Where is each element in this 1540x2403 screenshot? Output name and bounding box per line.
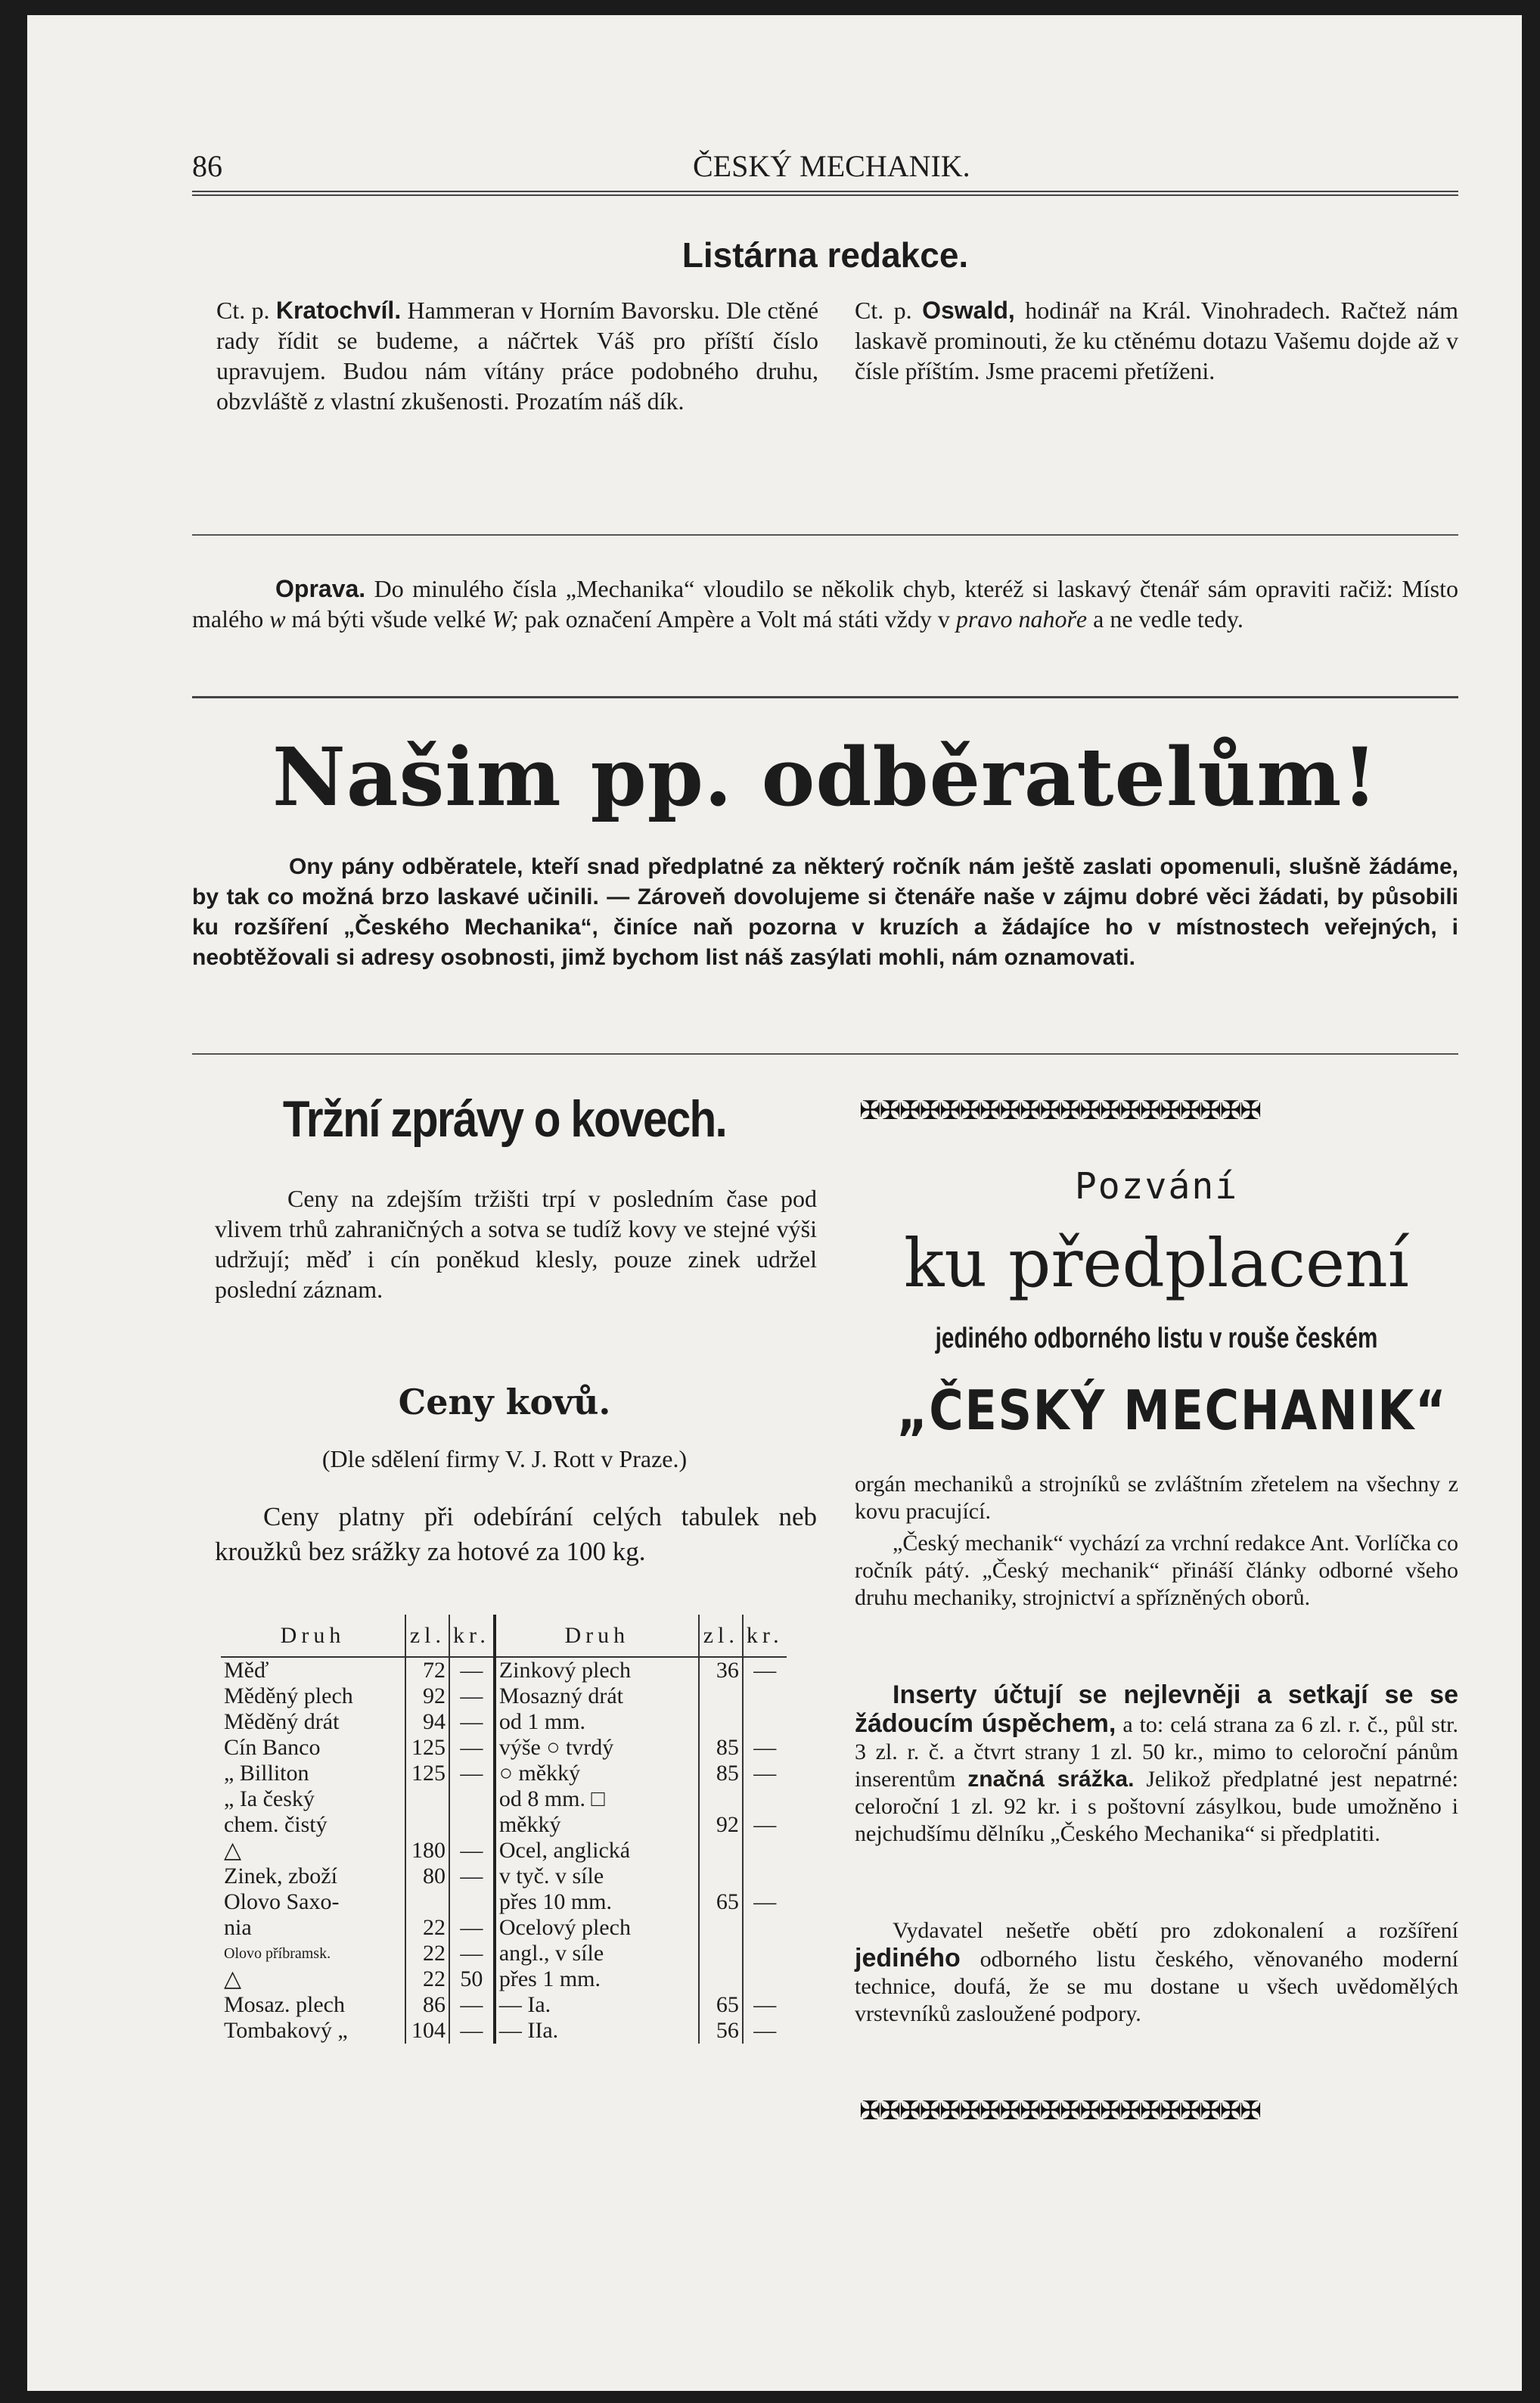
invitation-line1: Pozvání <box>1074 1165 1239 1208</box>
table-row <box>221 1838 787 1864</box>
cell-kr-1: — <box>449 1709 495 1735</box>
cell-kr-2 <box>743 1786 787 1812</box>
cell-kr-1: — <box>449 1838 495 1864</box>
market-text: Ceny na zdejším tržišti trpí v posledním čase pod vlivem trhů zahraničných a sotva se tudíž kovy ve stejné výši udržují; měď i cín poněkud klesly, pouze zinek udržel poslední záznam. <box>215 1185 817 1303</box>
cell-kr-2: — <box>743 1761 787 1786</box>
cell-zl-1 <box>405 1812 449 1838</box>
cell-zl-1 <box>405 1889 449 1915</box>
col-kr-1: kr. <box>449 1615 495 1657</box>
cell-druh-1: Měď <box>224 1658 269 1683</box>
cell-kr-2 <box>743 1941 787 1966</box>
cell-zl-2 <box>699 1683 743 1709</box>
invitation-p4-a: Vydavatel nešetře obětí pro zdokonalení a rozšíření <box>893 1918 1458 1943</box>
subscribers-text: Ony pány odběratele, kteří snad předplatné za některý ročník nám ještě zaslati opomenuli, slušně žádáme, by tak co možná brzo laskavé učinili. — Zároveň dovolujeme si čtenáře naše v zájmu dobré věci žádati, by působili ku rozšíření „Českého Mechanika“, činíce naň pozorna v kruzích a žádajíce ho v místnostech veřejných, i neobtěžovali si adresy osobnosti, jimž bychom list náš zasýlati mohli, nám oznamovati. <box>192 854 1458 970</box>
cell-zl-1: 80 <box>405 1864 449 1889</box>
cell-zl-2 <box>699 1915 743 1941</box>
cell-druh-1: Zinek, zboží <box>224 1864 337 1889</box>
invitation-p4-b: odborného listu českého, věnovaného moderní technice, doufá, že se mu dostane u všech uvědomělých vrstevníků zasloužené podpory. <box>855 1947 1459 2026</box>
cell-zl-1: 22 <box>405 1966 449 1992</box>
table-row <box>221 1683 787 1709</box>
invitation-p4-bold: jediného <box>855 1944 961 1972</box>
invitation-p3-end: Jelikož předplatné jest nepatrné: celoroční 1 zl. 92 kr. i s poštovní zásylkou, bude umožněno i nejchudšímu dělníku „Českého Mechanika“ si předplatiti. <box>855 1767 1458 1846</box>
table-row <box>221 1709 787 1735</box>
cell-druh-1: Tombakový „ <box>224 2018 348 2043</box>
price-table-wrap <box>221 1615 818 2044</box>
cell-druh-2: — IIa. <box>495 2018 699 2044</box>
cell-druh-2: měkký <box>495 1812 699 1838</box>
cell-kr-2: — <box>743 1992 787 2018</box>
cell-zl-1: 180 <box>405 1838 449 1864</box>
divider-1 <box>192 534 1458 536</box>
right-note-text: hodinář na Král. Vinohradech. Račtež nám laskavě prominouti, že ku ctěnému dotazu Vašemu dojde až v čísle příštím. Jsme pracemi přetíženi. <box>855 297 1459 384</box>
cell-druh-1: Měděný plech <box>224 1683 353 1708</box>
left-name-prefix: Ct. p. <box>216 297 270 324</box>
col-zl-2: zl. <box>699 1615 743 1657</box>
oprava-text-4: a ne vedle tedy. <box>1093 605 1243 633</box>
table-row <box>221 1889 787 1915</box>
cell-zl-2: 65 <box>699 1992 743 2018</box>
cell-druh-2: přes 1 mm. <box>495 1966 699 1992</box>
header-rule <box>192 191 1458 196</box>
cell-kr-1: — <box>449 1761 495 1786</box>
cell-kr-2 <box>743 1709 787 1735</box>
table-row <box>221 1786 787 1812</box>
cell-zl-2: 65 <box>699 1889 743 1915</box>
table-row <box>221 1812 787 1838</box>
cell-druh-1: „ Ia český <box>224 1786 315 1811</box>
cell-kr-2: — <box>743 1812 787 1838</box>
invitation-p2: „Český mechanik“ vychází za vrchní redakce Ant. Vorlíčka co ročník pátý. „Český mechanik“ přináší články odborné všeho druhu mechaniky, strojnictví a spřízněných oborů. <box>855 1531 1458 1610</box>
cell-druh-2: angl., v síle <box>495 1941 699 1966</box>
listarna-right-note <box>855 295 1458 386</box>
invitation-line4: „ČESKÝ MECHANIK“ <box>896 1379 1448 1442</box>
stars-top-ornament: ✠✠✠✠✠✠✠✠✠✠✠✠✠✠✠✠✠✠✠✠ <box>859 1096 1260 1126</box>
cell-druh-2: přes 10 mm. <box>495 1889 699 1915</box>
table-row <box>221 1941 787 1966</box>
cell-druh-1: nia <box>224 1915 252 1940</box>
cell-druh-1: Cín Banco <box>224 1735 321 1760</box>
cell-zl-1: 104 <box>405 2018 449 2044</box>
table-row <box>221 1657 787 1683</box>
prices-conditions: Ceny platny při odebírání celých tabulek neb kroužků bez srážky za hotové za 100 kg. <box>215 1502 817 1566</box>
right-name: Oswald, <box>922 297 1015 324</box>
invitation-p3-bold: Inserty účtují se nejlevněji a setkají se se žádoucím úspěchem, <box>855 1680 1458 1738</box>
cell-zl-2: 56 <box>699 2018 743 2044</box>
right-name-prefix: Ct. p. <box>855 297 912 324</box>
oprava-italic-phrase: pravo nahoře <box>955 605 1088 633</box>
table-row <box>221 1992 787 2018</box>
cell-druh-2: Ocel, anglická <box>495 1838 699 1864</box>
col-druh-1: Druh <box>221 1615 405 1657</box>
cell-kr-1: — <box>449 1992 495 2018</box>
price-table-header <box>221 1615 787 1657</box>
cell-druh-1: △ <box>224 1966 242 1991</box>
cell-zl-2: 85 <box>699 1735 743 1761</box>
invitation-p4 <box>855 1917 1458 2028</box>
cell-kr-1: 50 <box>449 1966 495 1992</box>
cell-kr-1 <box>449 1812 495 1838</box>
oprava-text-2: má býti všude velké <box>291 605 486 633</box>
oprava-symbol-W: W; <box>492 605 519 633</box>
cell-zl-1: 125 <box>405 1735 449 1761</box>
cell-kr-2: — <box>743 2018 787 2044</box>
cell-zl-2 <box>699 1786 743 1812</box>
cell-kr-2 <box>743 1838 787 1864</box>
cell-zl-2 <box>699 1864 743 1889</box>
cell-kr-2 <box>743 1966 787 1992</box>
cell-kr-1: — <box>449 2018 495 2044</box>
cell-zl-1: 86 <box>405 1992 449 2018</box>
divider-2 <box>192 696 1458 698</box>
cell-zl-1: 22 <box>405 1941 449 1966</box>
oprava-label: Oprava. <box>275 575 366 602</box>
oprava-symbol-w: w <box>269 605 286 633</box>
cell-zl-2: 85 <box>699 1761 743 1786</box>
left-note-text: Hammeran v Horním Bavorsku. Dle ctěné rady řídit se budeme, a náčrtek Váš pro příští číslo upravujem. Budou nám vítány práce podobného druhu, obzvláště z vlastní zkušenosti. Prozatím náš dík. <box>216 297 819 415</box>
cell-zl-1: 125 <box>405 1761 449 1786</box>
cell-kr-2: — <box>743 1735 787 1761</box>
listarna-title: Listárna redakce. <box>682 235 969 275</box>
cell-druh-2: — Ia. <box>495 1992 699 2018</box>
journal-title: ČESKÝ MECHANIK. <box>693 149 970 183</box>
cell-zl-1: 72 <box>405 1657 449 1683</box>
invitation-line2: ku předplacení <box>904 1224 1409 1302</box>
cell-druh-2: Zinkový plech <box>495 1657 699 1683</box>
cell-zl-2 <box>699 1941 743 1966</box>
cell-zl-2 <box>699 1966 743 1992</box>
oprava-text-3: pak označení Ampère a Volt má státi vždy v <box>524 605 950 633</box>
cell-zl-1 <box>405 1786 449 1812</box>
cell-druh-2: Mosazný drát <box>495 1683 699 1709</box>
cell-kr-2: — <box>743 1889 787 1915</box>
cell-druh-1: Olovo Saxo- <box>224 1889 340 1914</box>
cell-kr-1 <box>449 1889 495 1915</box>
table-row <box>221 1966 787 1992</box>
table-row <box>221 1915 787 1941</box>
cell-druh-2: výše ○ tvrdý <box>495 1735 699 1761</box>
cell-druh-2: v tyč. v síle <box>495 1864 699 1889</box>
cell-kr-1: — <box>449 1657 495 1683</box>
cell-kr-2: — <box>743 1657 787 1683</box>
market-title: Tržní zprávy o kovech. <box>282 1090 727 1148</box>
cell-druh-1: △ <box>224 1838 242 1863</box>
prices-title: Ceny kovů. <box>398 1382 611 1422</box>
subscribers-title: Našim pp. odběratelům! <box>272 729 1378 824</box>
journal-page <box>27 15 1522 2391</box>
cell-druh-1: Měděný drát <box>224 1709 340 1734</box>
cell-druh-2: od 1 mm. <box>495 1709 699 1735</box>
cell-druh-2: ○ měkký <box>495 1761 699 1786</box>
invitation-p3-text: a to: celá strana za 6 zl. r. č., půl str. 3 zl. r. č. a čtvrt strany 1 zl. 50 kr., mimo to celoroční pánům inserentům <box>855 1712 1458 1792</box>
cell-zl-2 <box>699 1838 743 1864</box>
invitation-p3-bold2: značná srážka. <box>967 1767 1135 1792</box>
cell-zl-1: 94 <box>405 1709 449 1735</box>
invitation-p1: orgán mechaniků a strojníků se zvláštním zřetelem na všechny z kovu pracující. <box>855 1472 1458 1524</box>
cell-zl-2: 36 <box>699 1657 743 1683</box>
cell-zl-1: 92 <box>405 1683 449 1709</box>
cell-zl-1: 22 <box>405 1915 449 1941</box>
price-table-body <box>221 1657 787 2044</box>
price-table <box>221 1615 787 2044</box>
table-row <box>221 1761 787 1786</box>
col-druh-2: Druh <box>495 1615 699 1657</box>
invitation-p3 <box>855 1681 1458 1848</box>
cell-kr-1: — <box>449 1683 495 1709</box>
table-row <box>221 1735 787 1761</box>
cell-druh-2: Ocelový plech <box>495 1915 699 1941</box>
cell-druh-1: Olovo příbramsk. <box>224 1945 331 1962</box>
oprava-note <box>192 574 1458 634</box>
stars-bottom-ornament: ✠✠✠✠✠✠✠✠✠✠✠✠✠✠✠✠✠✠✠✠ <box>859 2096 1260 2126</box>
cell-kr-2 <box>743 1915 787 1941</box>
cell-druh-1: „ Billiton <box>224 1761 309 1786</box>
left-name: Kratochvíl. <box>275 297 402 324</box>
prices-source: (Dle sdělení firmy V. J. Rott v Praze.) <box>321 1445 688 1472</box>
divider-3 <box>192 1053 1458 1055</box>
cell-kr-1: — <box>449 1864 495 1889</box>
cell-druh-1: chem. čistý <box>224 1812 328 1837</box>
cell-kr-1 <box>449 1786 495 1812</box>
cell-druh-1: Mosaz. plech <box>224 1992 345 2017</box>
cell-kr-1: — <box>449 1915 495 1941</box>
table-row <box>221 1864 787 1889</box>
listarna-left-note <box>216 295 818 416</box>
cell-zl-2 <box>699 1709 743 1735</box>
invitation-line3: jediného odborného listu v rouše českém <box>935 1323 1378 1354</box>
table-row <box>221 2018 787 2044</box>
col-kr-2: kr. <box>743 1615 787 1657</box>
cell-kr-2 <box>743 1683 787 1709</box>
page-number: 86 <box>192 149 222 183</box>
oprava-text-1: Do minulého čísla „Mechanika“ vloudilo se několik chyb, kteréž si laskavý čtenář sám opraviti račiž: Místo malého <box>192 575 1459 633</box>
cell-druh-2: od 8 mm. □ <box>495 1786 699 1812</box>
cell-zl-2: 92 <box>699 1812 743 1838</box>
cell-kr-1: — <box>449 1735 495 1761</box>
cell-kr-1: — <box>449 1941 495 1966</box>
col-zl-1: zl. <box>405 1615 449 1657</box>
cell-kr-2 <box>743 1864 787 1889</box>
